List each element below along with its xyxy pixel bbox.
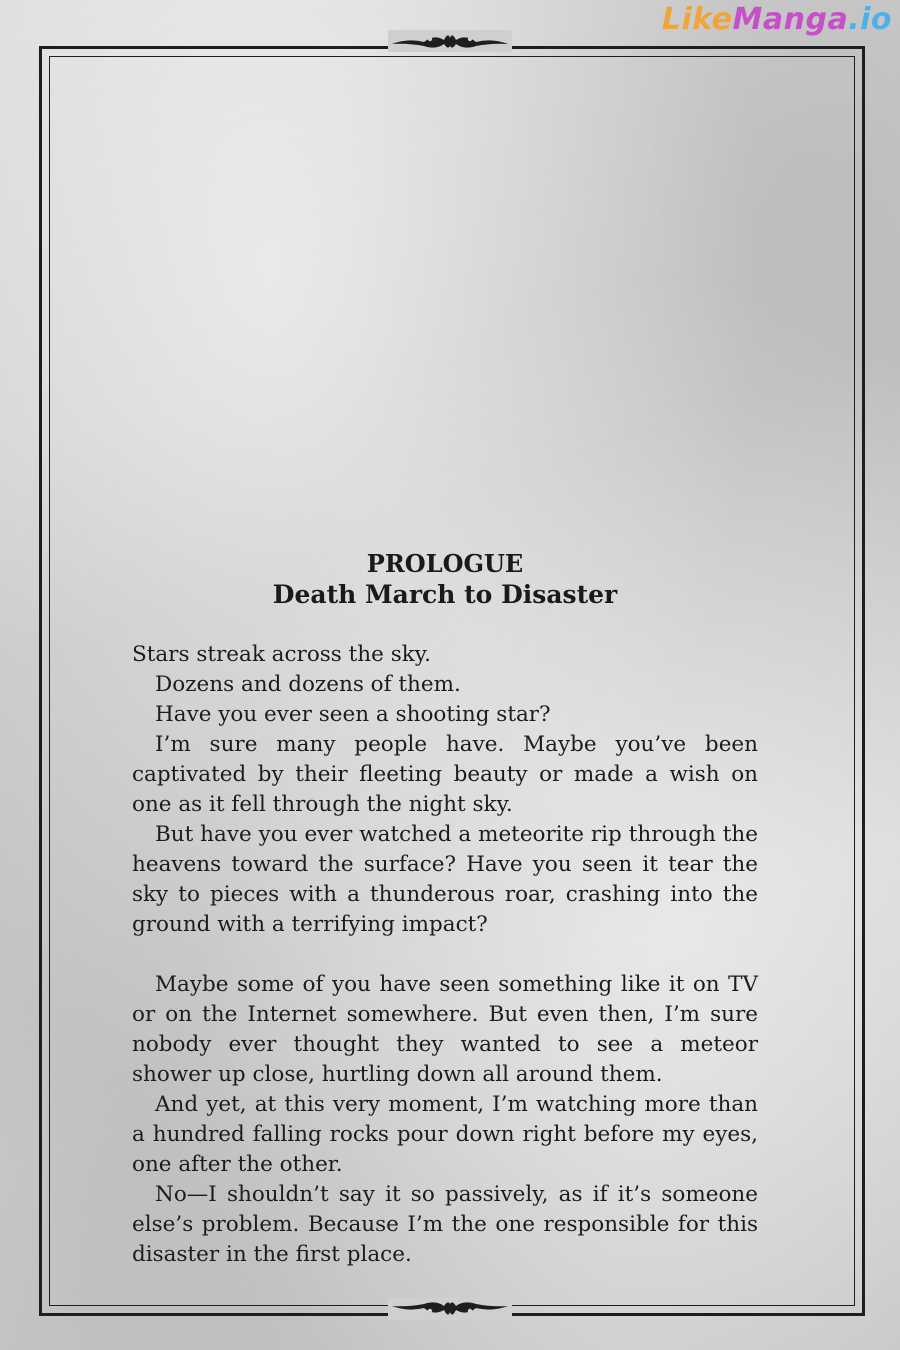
site-watermark-logo (662, 2, 892, 42)
paragraph: Dozens and dozens of them. (155, 672, 461, 697)
chapter-body (132, 640, 758, 1270)
paragraph: And yet, at this very moment, I’m watching more than a hundred falling rocks pour down right before my eyes, one after the other. (132, 1092, 758, 1177)
watermark-part-manga: Manga (732, 2, 849, 37)
bottom-flourish-ornament (388, 1298, 512, 1320)
top-flourish-ornament (388, 30, 512, 52)
chapter-title: Death March to Disaster (272, 580, 618, 609)
paragraph: Have you ever seen a shooting star? (155, 702, 551, 727)
paragraph: I’m sure many people have. Maybe you’ve been captivated by their fleeting beauty or made a wish on one as it fell through the night sky. (132, 732, 758, 817)
paragraph: But have you ever watched a meteorite rip through the heavens toward the surface? Have you seen it tear the sky to pieces with a thunderous roar, crashing into the ground with a terrifying impact? (132, 822, 758, 937)
watermark-part-domain: .io (848, 2, 892, 37)
watermark-part-like: Like (661, 2, 733, 37)
paragraph: Maybe some of you have seen something like it on TV or on the Internet somewhere. But even then, I’m sure nobody ever thought they wanted to see a meteor shower up close, hurtling down all around them. (132, 972, 758, 1087)
chapter-heading (132, 548, 758, 610)
chapter-label: PROLOGUE (366, 549, 524, 578)
paragraph: Stars streak across the sky. (132, 642, 431, 667)
paragraph: No—I shouldn’t say it so passively, as if it’s someone else’s problem. Because I’m the one responsible for this disaster in the first place. (132, 1182, 758, 1267)
